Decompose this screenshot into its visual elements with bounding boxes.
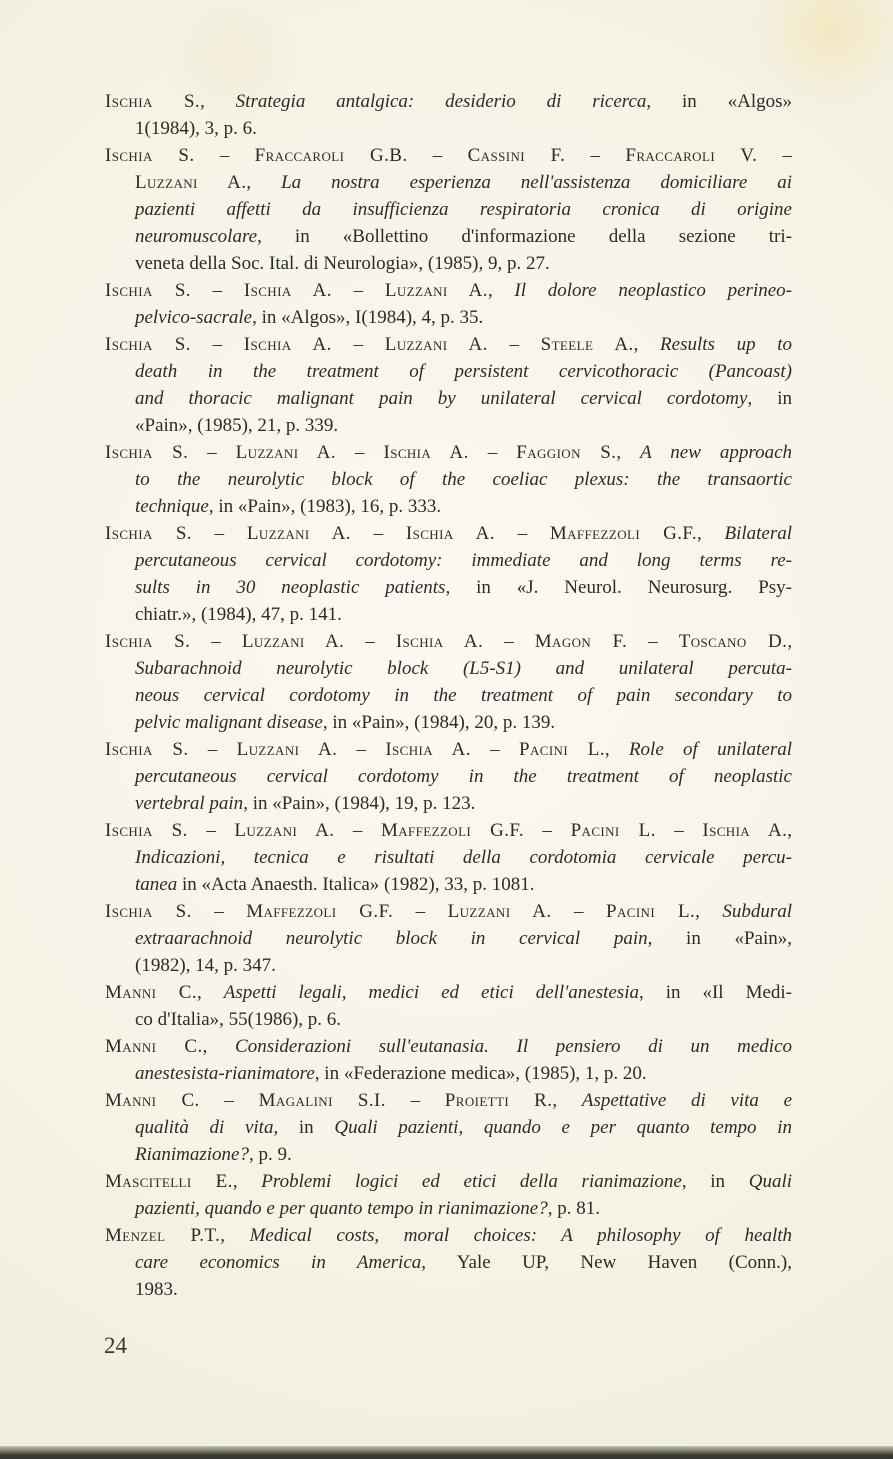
author-name: Pacini L. [519, 739, 605, 760]
work-title: tanea [135, 874, 178, 895]
bibliography-entry [105, 1222, 792, 1303]
bibliography-line [105, 1087, 792, 1114]
work-title: Subdural [722, 901, 792, 922]
reference-text: – [191, 523, 247, 544]
reference-text: , [220, 1225, 250, 1246]
bibliography-line [105, 790, 792, 817]
reference-text: , [197, 982, 224, 1003]
bibliography-entry [105, 1087, 792, 1168]
work-title: Rianimazione? [135, 1144, 249, 1165]
page-number: 24 [104, 1333, 127, 1358]
bibliography-line [105, 169, 792, 196]
author-name: Ischia S. [105, 280, 191, 301]
reference-text: , [787, 820, 792, 841]
work-title: Role of unilateral [628, 739, 792, 760]
reference-text: – [336, 442, 384, 463]
reference-text: , in «Pain», (1984), 20, p. 139. [322, 712, 556, 733]
reference-text: – [190, 631, 242, 652]
author-name: Cassini F. [467, 145, 566, 166]
bibliography-line [105, 1141, 792, 1168]
bibliography-line [105, 736, 792, 763]
reference-text: , [487, 280, 515, 301]
bibliography-line [105, 250, 792, 277]
reference-text: – [483, 631, 535, 652]
reference-text: , [616, 442, 641, 463]
reference-text: co d'Italia», 55(1986), p. 6. [135, 1009, 342, 1030]
reference-text: – [393, 901, 448, 922]
bibliography-line [105, 223, 792, 250]
reference-text: , [202, 1036, 236, 1057]
author-name: Ischia S. [105, 739, 189, 760]
bibliography-entry [105, 331, 792, 439]
work-title: death in the treatment of persistent cervicothoracic (Pancoast) [135, 361, 792, 382]
author-name: Ischia A. [243, 280, 332, 301]
work-title: Aspetti legali, medici ed etici dell'anestesia [223, 982, 639, 1003]
bibliography-line [105, 709, 792, 736]
reference-text: , in «Pain», [647, 928, 792, 949]
work-title: sults in 30 neoplastic patients [135, 577, 446, 598]
bibliography-line [105, 142, 792, 169]
work-title: Problemi logici ed etici della rianimazione [261, 1171, 682, 1192]
bibliography-line [105, 385, 792, 412]
bibliography-line [105, 979, 792, 1006]
work-title: anestesista-rianimatore [135, 1063, 315, 1084]
author-name: Luzzani A. [384, 280, 488, 301]
reference-text: , [552, 1090, 582, 1111]
author-name: Steele A. [540, 334, 634, 355]
bibliography-line [105, 682, 792, 709]
reference-text: , [787, 631, 792, 652]
work-title: percutaneous cervical cordotomy in the treatment of neoplastic [135, 766, 792, 787]
reference-text: , in «Federazione medica», (1985), 1, p. 20. [314, 1063, 647, 1084]
author-name: Maffezzoli G.F. [549, 523, 698, 544]
reference-text: – [331, 280, 385, 301]
author-name: Ischia S. [105, 334, 191, 355]
author-name: Manni C. [105, 1036, 203, 1057]
reference-text: – [551, 901, 606, 922]
reference-text: – [627, 631, 679, 652]
author-name: Toscano D. [678, 631, 788, 652]
work-title: Quali pazienti, quando e per quanto tempo in [334, 1117, 792, 1138]
reference-text: – [190, 280, 244, 301]
reference-text: – [188, 739, 237, 760]
reference-text: – [494, 523, 550, 544]
author-name: Ischia A. [405, 523, 495, 544]
reference-text: – [194, 145, 255, 166]
work-title: qualità di vita [135, 1117, 274, 1138]
bibliography-line [105, 466, 792, 493]
reference-text: , [697, 523, 725, 544]
reference-text: , in «Algos» [646, 91, 792, 112]
author-name: Ischia S. [105, 820, 188, 841]
author-name: Luzzani A. [235, 442, 337, 463]
author-name: Luzzani A. [234, 820, 335, 841]
author-name: Ischia A. [702, 820, 788, 841]
reference-text: – [344, 631, 396, 652]
reference-text: , [604, 739, 629, 760]
reference-text: «Pain», (1985), 21, p. 339. [135, 415, 339, 436]
reference-text: , [246, 172, 282, 193]
author-name: Fraccaroli G.B. [254, 145, 408, 166]
reference-text: – [350, 523, 406, 544]
author-name: Luzzani A. [384, 334, 488, 355]
bibliography-line [105, 115, 792, 142]
author-name: Luzzani A. [241, 631, 345, 652]
work-title: percutaneous cervical cordotomy: immediate and long terms re- [135, 550, 792, 571]
author-name: Luzzani A. [246, 523, 351, 544]
reference-text: , [232, 1171, 262, 1192]
author-name: Magalini S.I. [258, 1090, 386, 1111]
bibliography-entry [105, 142, 792, 277]
author-name: Ischia A. [395, 631, 484, 652]
author-name: Luzzani A. [135, 172, 247, 193]
reference-text: in «Acta Anaesth. Italica» (1982), 33, p. 1081. [177, 874, 535, 895]
work-title: neous cervical cordotomy in the treatment of pain secondary to [135, 685, 792, 706]
bibliography-entry [105, 1168, 792, 1222]
work-title: pelvic malignant disease [135, 712, 323, 733]
reference-text: , [633, 334, 661, 355]
reference-text: , in [273, 1117, 335, 1138]
bibliography-line [105, 331, 792, 358]
reference-text: – [385, 1090, 445, 1111]
author-name: Ischia S. [105, 91, 201, 112]
bibliography-line [105, 1033, 792, 1060]
reference-text: chiatr.», (1984), 47, p. 141. [135, 604, 342, 625]
bibliography-line [105, 196, 792, 223]
work-title: pelvico-sacrale [135, 307, 253, 328]
reference-text: – [190, 334, 244, 355]
reference-text: , in «J. Neurol. Neurosurg. Psy- [445, 577, 792, 598]
work-title: Quali [748, 1171, 792, 1192]
work-title: extraarachnoid neurolytic block in cervical pain [135, 928, 648, 949]
bibliography-line [105, 898, 792, 925]
bibliography-line [105, 277, 792, 304]
author-name: Manni C. [105, 982, 197, 1003]
work-title: Indicazioni, tecnica e risultati della cordotomia cervicale percu- [135, 847, 792, 868]
author-name: Ischia S. [105, 523, 192, 544]
reference-text: – [655, 820, 703, 841]
reference-text: veneta della Soc. Ital. di Neurologia», (1985), 9, p. 27. [135, 253, 550, 274]
bibliography-entry [105, 277, 792, 331]
author-name: Ischia S. [105, 442, 189, 463]
author-name: Ischia S. [105, 631, 191, 652]
bibliography-line [105, 1006, 792, 1033]
work-title: to the neurolytic block of the coeliac plexus: the transaortic [135, 469, 792, 490]
author-name: Ischia S. [105, 145, 195, 166]
bibliography-line [105, 358, 792, 385]
page-bottom-edge [0, 1446, 893, 1459]
bibliography-line [105, 844, 792, 871]
bibliography-list [105, 88, 792, 1303]
reference-text: , in «Bollettino d'informazione della sezione tri- [257, 226, 792, 247]
reference-text: 1983. [135, 1279, 178, 1300]
reference-text: , Yale UP, New Haven (Conn.), [421, 1252, 792, 1273]
work-title: technique [135, 496, 209, 517]
author-name: Faggion S. [516, 442, 617, 463]
author-name: Pacini L. [570, 820, 656, 841]
reference-text: 1(1984), 3, p. 6. [135, 118, 257, 139]
work-title: Aspettative di vita e [581, 1090, 792, 1111]
bibliography-entry [105, 439, 792, 520]
bibliography-line [105, 817, 792, 844]
bibliography-line [105, 952, 792, 979]
work-title: A new approach [640, 442, 792, 463]
author-name: Maffezzoli G.F. [246, 901, 394, 922]
author-name: Ischia A. [383, 442, 469, 463]
bibliography-line [105, 547, 792, 574]
reference-text: , p. 81. [547, 1198, 600, 1219]
author-name: Luzzani A. [236, 739, 338, 760]
bibliography-line [105, 1195, 792, 1222]
work-title: Bilateral [724, 523, 792, 544]
reference-text: (1982), 14, p. 347. [135, 955, 276, 976]
author-name: Menzel P.T. [105, 1225, 221, 1246]
author-name: Magon F. [534, 631, 628, 652]
reference-text: – [565, 145, 626, 166]
bibliography-line [105, 763, 792, 790]
work-title: care economics in America [135, 1252, 422, 1273]
work-title: neuromuscolare [135, 226, 258, 247]
work-title: and thoracic malignant pain by unilateral cervical cordotomy [135, 388, 748, 409]
bibliography-line [105, 925, 792, 952]
bibliography-entry [105, 817, 792, 898]
reference-text: , in [747, 388, 792, 409]
reference-text: – [188, 442, 236, 463]
reference-text: , in «Pain», (1984), 19, p. 123. [243, 793, 476, 814]
bibliography-line [105, 1168, 792, 1195]
reference-text: – [523, 820, 571, 841]
reference-text: – [191, 901, 247, 922]
author-name: Manni C. [105, 1090, 200, 1111]
reference-text: – [331, 334, 385, 355]
reference-text: – [757, 145, 792, 166]
author-name: Pacini L. [606, 901, 696, 922]
bibliography-line [105, 601, 792, 628]
reference-text: , in [681, 1171, 749, 1192]
bibliography-entry [105, 979, 792, 1033]
author-name: Fraccaroli V. [625, 145, 758, 166]
bibliography-entry [105, 88, 792, 142]
author-name: Luzzani A. [447, 901, 552, 922]
bibliography-line [105, 1276, 792, 1303]
reference-text: – [487, 334, 541, 355]
work-title: Il dolore neoplastico perineo- [514, 280, 792, 301]
bibliography-line [105, 655, 792, 682]
reference-text: , [695, 901, 723, 922]
reference-text: – [187, 820, 235, 841]
work-title: Results up to [660, 334, 792, 355]
reference-text: – [407, 145, 468, 166]
work-title: Subarachnoid neurolytic block (L5-S1) and unilateral percuta- [135, 658, 792, 679]
author-name: Mascitelli E. [105, 1171, 233, 1192]
bibliography-line [105, 304, 792, 331]
bibliography-line [105, 871, 792, 898]
bibliography-line [105, 439, 792, 466]
bibliography-line [105, 1249, 792, 1276]
reference-text: – [334, 820, 381, 841]
work-title: vertebral pain [135, 793, 244, 814]
reference-text: , in «Il Medi- [638, 982, 792, 1003]
bibliography-entry [105, 898, 792, 979]
author-name: Ischia S. [105, 901, 192, 922]
reference-text: , in «Pain», (1983), 16, p. 333. [208, 496, 442, 517]
bibliography-entry [105, 1033, 792, 1087]
work-title: Medical costs, moral choices: A philosophy of health [249, 1225, 792, 1246]
reference-text: – [468, 442, 517, 463]
bibliography-line [105, 493, 792, 520]
bibliography-line [105, 520, 792, 547]
reference-text: , in «Algos», I(1984), 4, p. 35. [252, 307, 484, 328]
bibliography-entry [105, 628, 792, 736]
reference-text: – [337, 739, 386, 760]
author-name: Ischia A. [385, 739, 471, 760]
bibliography-line [105, 1060, 792, 1087]
work-title: La nostra esperienza nell'assistenza domiciliare ai [281, 172, 792, 193]
author-name: Ischia A. [243, 334, 332, 355]
reference-text: , p. 9. [249, 1144, 292, 1165]
reference-text: – [199, 1090, 259, 1111]
bibliography-line [105, 1222, 792, 1249]
work-title: pazienti, quando e per quanto tempo in rianimazione? [135, 1198, 548, 1219]
reference-text: – [470, 739, 519, 760]
bibliography-line [105, 628, 792, 655]
bibliography-line [105, 574, 792, 601]
bibliography-entry [105, 736, 792, 817]
bibliography-line [105, 412, 792, 439]
work-title: Strategia antalgica: desiderio di ricerca [235, 91, 647, 112]
bibliography-line [105, 1114, 792, 1141]
bibliography-line [105, 88, 792, 115]
bibliography-entry [105, 520, 792, 628]
work-title: Considerazioni sull'eutanasia. Il pensiero di un medico [235, 1036, 792, 1057]
author-name: Maffezzoli G.F. [380, 820, 524, 841]
author-name: Proietti R. [444, 1090, 553, 1111]
work-title: pazienti affetti da insufficienza respiratoria cronica di origine [135, 199, 792, 220]
reference-text: , [200, 91, 236, 112]
